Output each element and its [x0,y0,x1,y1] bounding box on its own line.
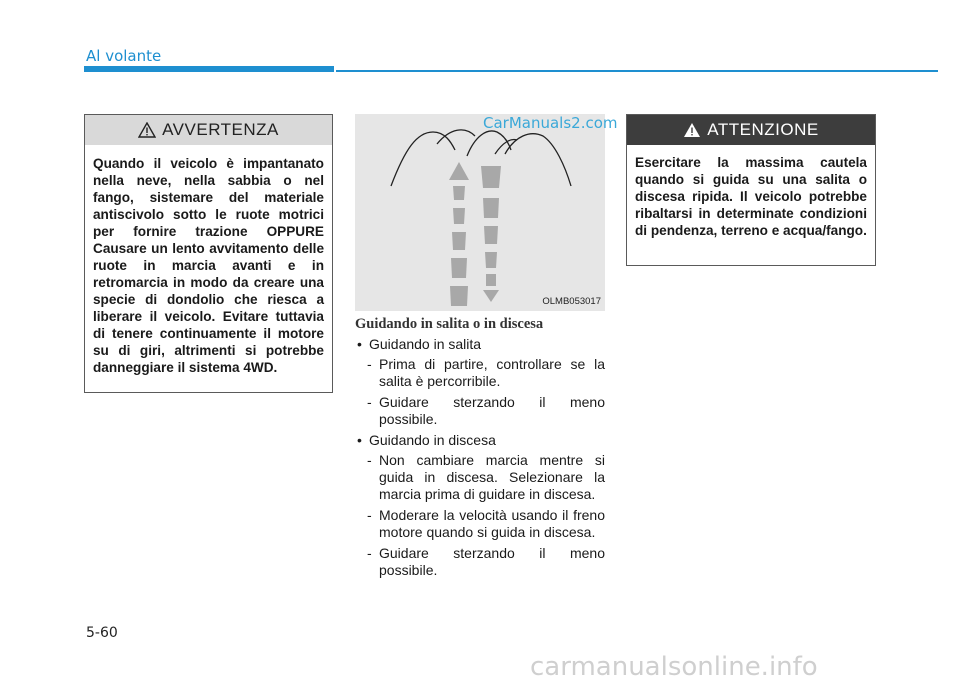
warning-box [84,114,333,393]
caution-title: ATTENZIONE [707,120,819,139]
sub-item: - Guidare sterzando il meno possibile. [367,394,605,427]
figure-watermark: CarManuals2.com [483,114,618,132]
warning-box-header [85,115,332,145]
warning-title: AVVERTENZA [162,120,279,139]
warning-triangle-icon [138,122,156,138]
sub-item: - Guidare sterzando il meno possibile. [367,545,605,578]
caution-text: Esercitare la massima cautela quando si guida su una salita o discesa ripida. Il veicolo potrebbe ribaltarsi in determinate condizioni di pendenza, terreno e acqua/fango. [635,155,867,238]
uphill-downhill-diagram [355,114,605,311]
header-rule-thin [336,70,938,72]
caution-box [626,114,876,266]
page-number: 5-60 [86,625,118,641]
list-item: • Guidando in discesa [355,432,605,449]
instruction-list [355,336,605,583]
warning-triangle-icon [683,122,701,138]
slope-illustration [355,114,618,311]
sub-item: - Prima di partire, controllare se la salita è percorribile. [367,356,605,389]
sub-item: - Non cambiare marcia mentre si guida in discesa. Selezionare la marcia prima di guidare in discesa. [367,452,605,502]
site-watermark: carmanualsonline.info [530,652,818,682]
header-rule-thick [84,66,334,72]
figure-code: OLMB053017 [542,296,601,307]
caution-box-header [627,115,875,145]
sub-item: - Moderare la velocità usando il freno motore quando si guida in discesa. [367,507,605,540]
list-item: • Guidando in salita [355,336,605,353]
section-heading: Guidando in salita o in discesa [355,316,544,332]
section-header-title: Al volante [86,47,162,65]
warning-text: Quando il veicolo è impantanato nella neve, nella sabbia o nel fango, sistemare del materiale antiscivolo sotto le ruote motrici per fornire trazione OPPURE Causare un lento avvitamento delle ruote in marcia avanti e in retromarcia in modo da creare una specie di dondolio che riesca a liberare il veicolo. Evitare tuttavia di tenere continuamente il motore su di giri, altrimenti si potrebbe danneggiare il sistema 4WD. [93,156,324,375]
